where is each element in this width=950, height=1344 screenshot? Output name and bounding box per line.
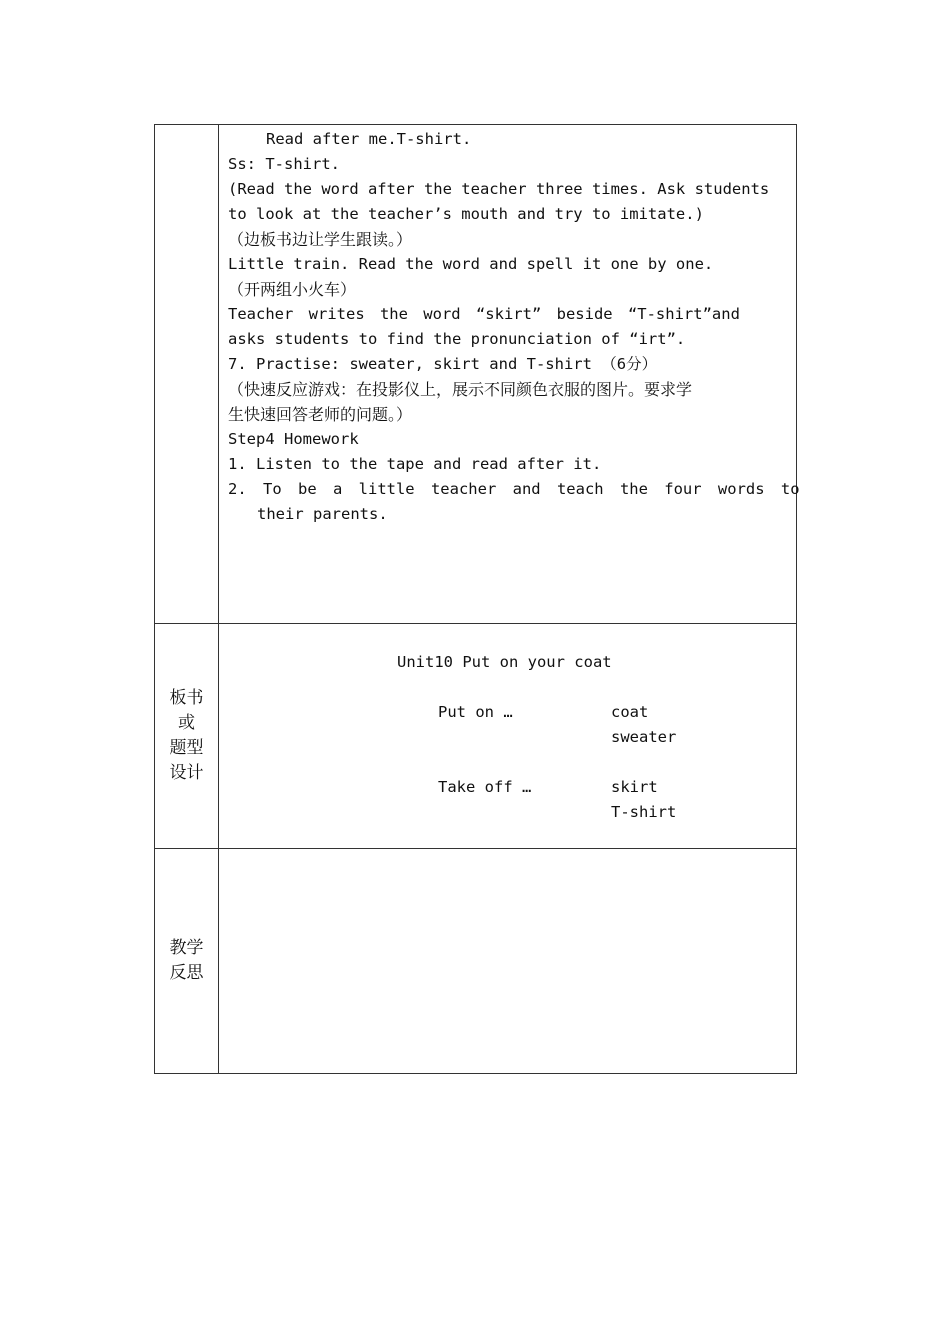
word-skirt: skirt: [611, 778, 658, 796]
text-line: （快速反应游戏：在投影仪上，展示不同颜色衣服的图片。要求学: [228, 380, 693, 399]
procedure-content: [219, 125, 800, 527]
text-line: Teacher writes the word “skirt” beside “T-shirt”and: [228, 305, 740, 323]
text-line: Ss: T-shirt.: [228, 155, 340, 173]
text-line: (Read the word after the teacher three times. Ask students: [228, 180, 770, 198]
text-line: Read after me.T-shirt.: [266, 130, 472, 148]
text-line: to look at the teacher’s mouth and try to imitate.): [228, 205, 704, 223]
label-line: 教学: [169, 938, 204, 958]
text-line: 1. Listen to the tape and read after it.: [228, 455, 602, 473]
board-design-label: [155, 624, 219, 849]
put-on-phrase: Put on …: [438, 703, 513, 721]
text-line: （边板书边让学生跟读。）: [228, 230, 413, 249]
procedure-content-cell: [219, 125, 800, 624]
text-line: Step4 Homework: [228, 430, 359, 448]
word-t-shirt: T-shirt: [611, 803, 677, 821]
label-line: 板书: [169, 688, 204, 708]
text-line: asks students to find the pronunciation of “irt”.: [228, 330, 686, 348]
text-line: （开两组小火车）: [228, 280, 357, 299]
label-line: 或: [178, 713, 195, 733]
text-line: their parents.: [257, 505, 388, 523]
word-coat: coat: [611, 703, 649, 721]
label-line: 反思: [169, 963, 204, 983]
reflection-label: [155, 849, 219, 1074]
table-row-procedure: [155, 125, 797, 624]
lesson-plan-table: [154, 124, 800, 1074]
label-line: 题型: [169, 738, 204, 758]
reflection-cell: [219, 849, 797, 1074]
label-line: 设计: [169, 763, 204, 783]
label-cell-empty: [155, 125, 219, 624]
text-line: Little train. Read the word and spell it one by one.: [228, 255, 714, 273]
text-line: 生快速回答老师的问题。）: [228, 405, 413, 424]
table-row-reflection: [155, 849, 797, 1074]
take-off-phrase: Take off …: [438, 778, 532, 796]
text-line: 7. Practise: sweater, skirt and T-shirt （6分）: [228, 355, 658, 373]
text-line: 2. To be a little teacher and teach the four words to: [228, 480, 800, 498]
board-title: Unit10 Put on your coat: [397, 653, 612, 671]
table-row-board-design: [155, 624, 797, 849]
board-design: [219, 624, 796, 848]
board-design-cell: [219, 624, 797, 849]
word-sweater: sweater: [611, 728, 677, 746]
